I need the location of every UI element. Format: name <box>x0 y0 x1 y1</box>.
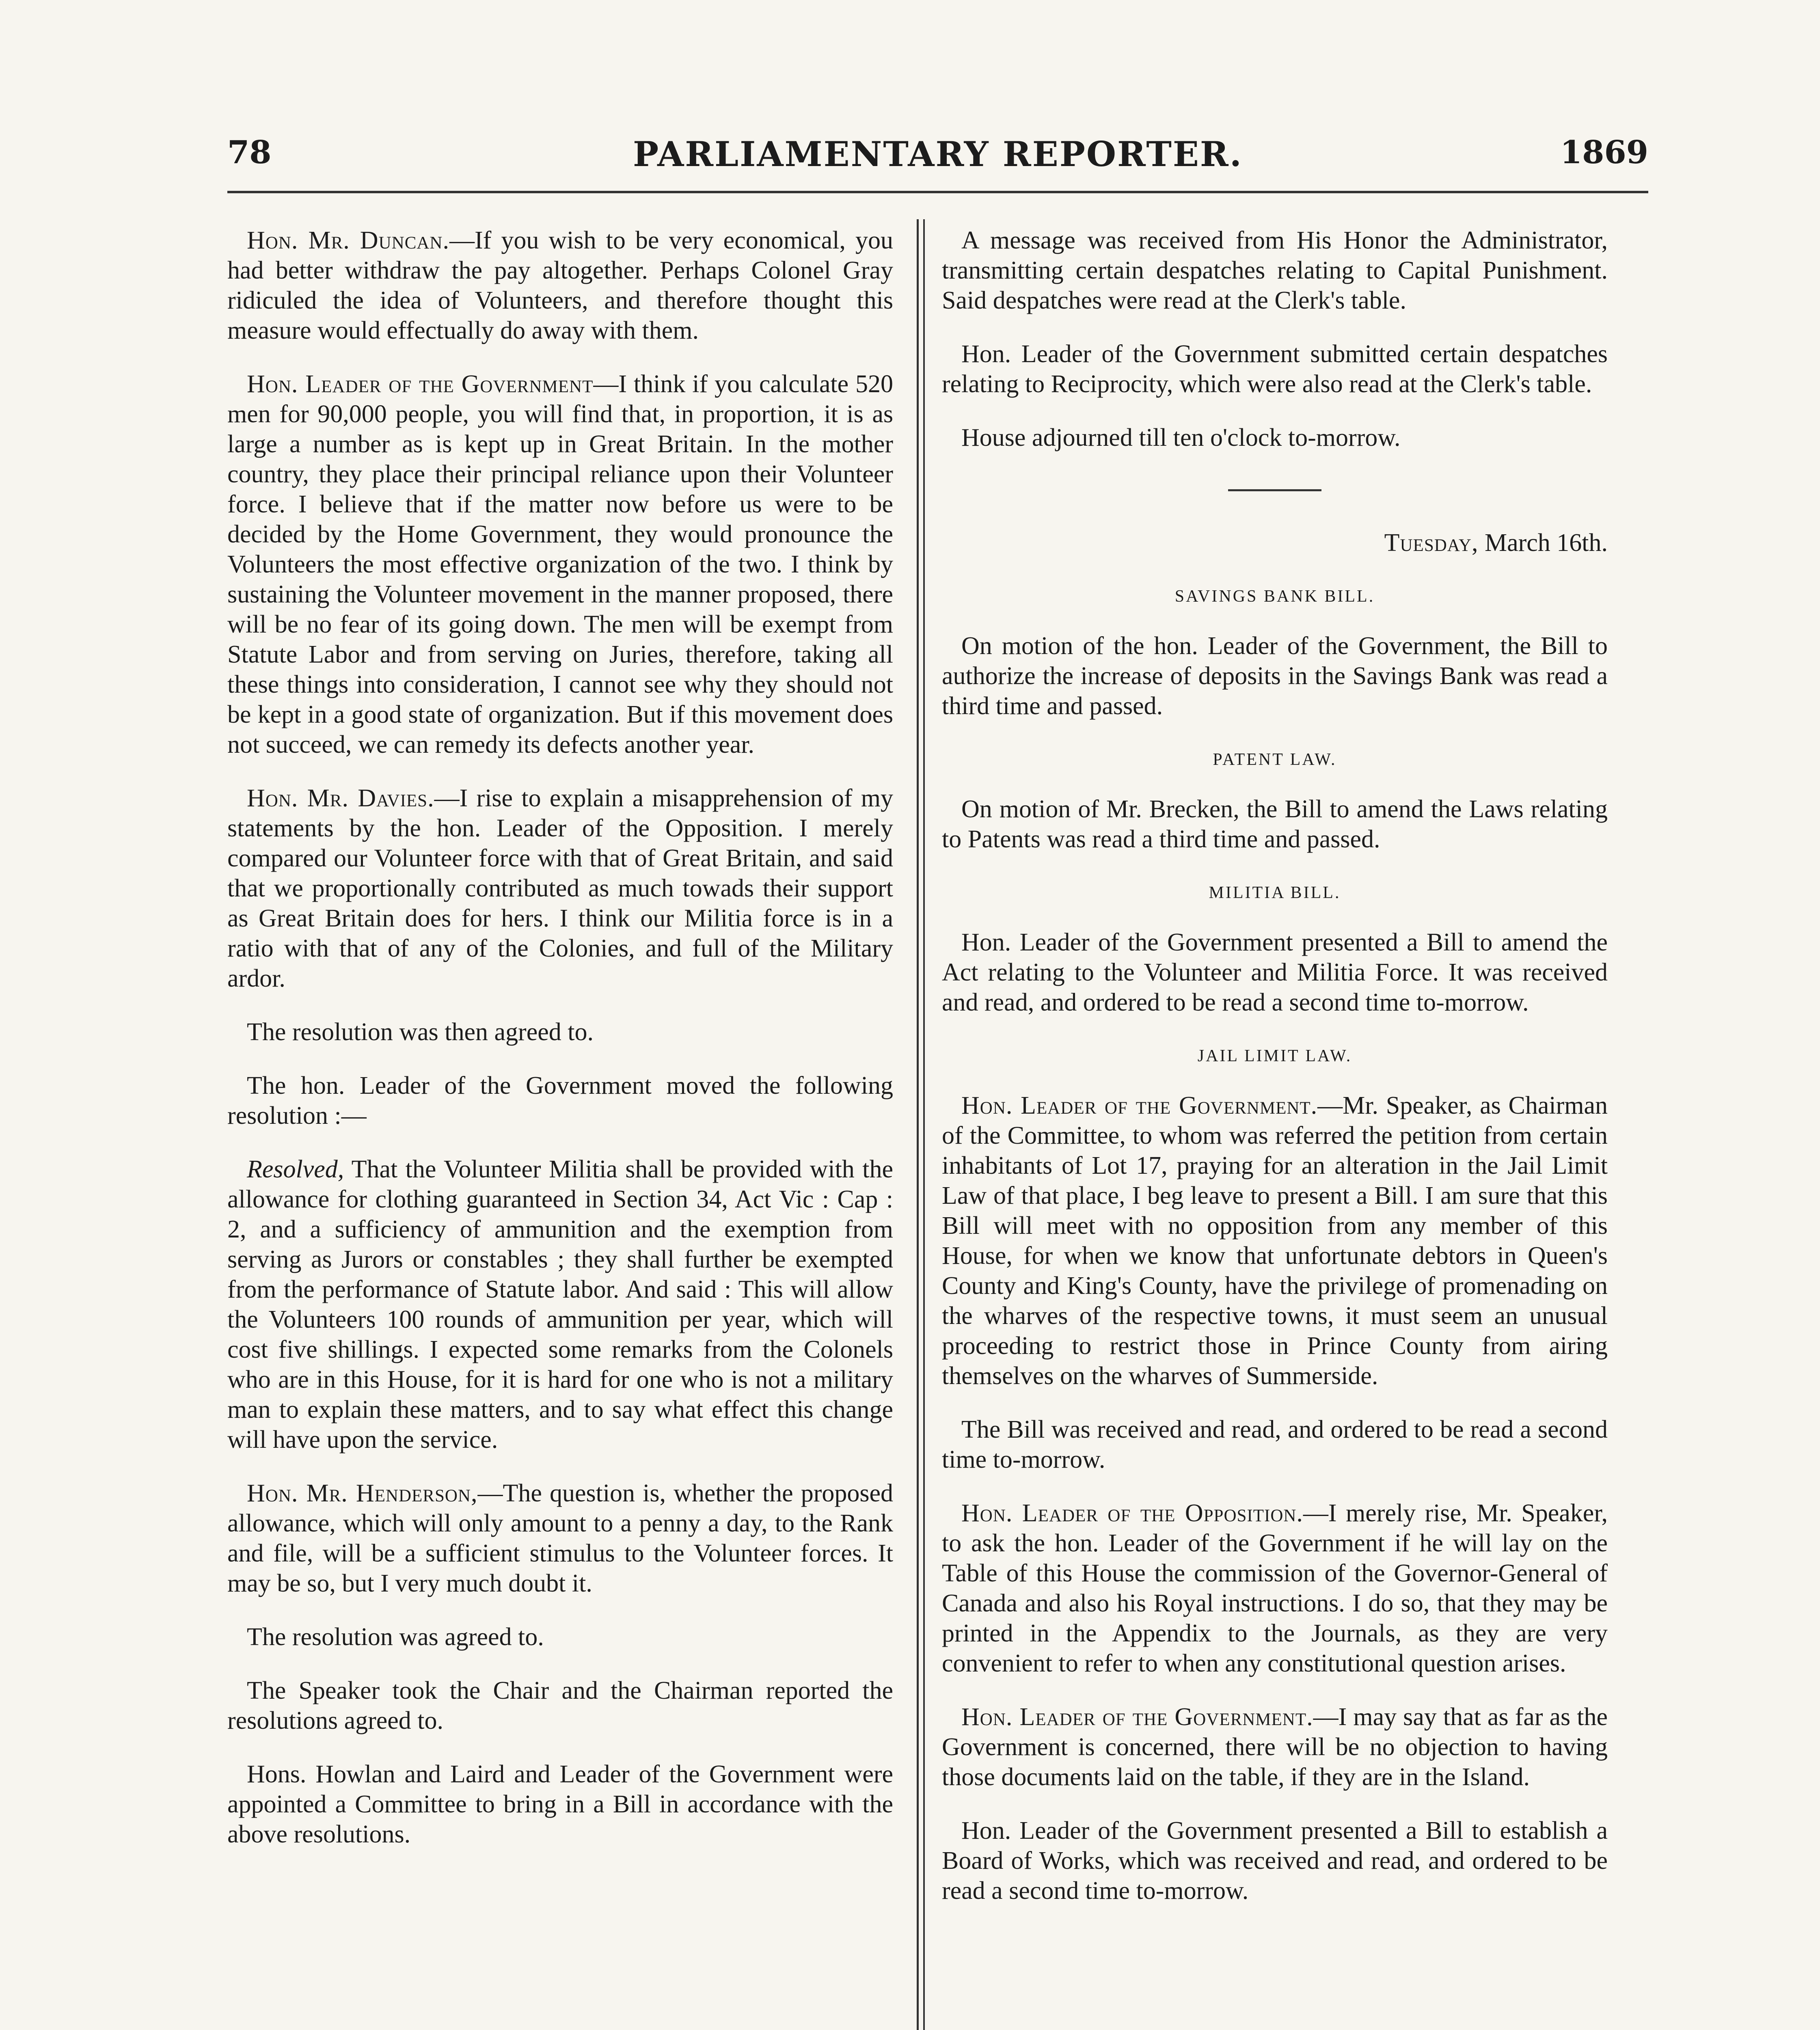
speaker: Hon. Mr. Duncan. <box>247 227 449 254</box>
paragraph: The Speaker took the Chair and the Chairman reported the resolutions agreed to. <box>227 1677 893 1734</box>
paragraph: House adjourned till ten o'clock to-morrow. <box>961 424 1401 451</box>
speaker: Hon. Leader of the Government. <box>961 1092 1318 1119</box>
column-divider-inner <box>923 219 925 2030</box>
speech: —I rise to explain a misapprehension of my statements by the hon. Leader of the Opposition. I merely compared our Volunteer force with that of Great Britain, and said that we proportionally contributed as much towads their support as Great Britain does for hers. I think our Militia force is in a ratio with that of any of the Colonies, and full of the Military ardor. <box>227 784 894 992</box>
paragraph: A message was received from His Honor the Administrator, transmitting certain despatches relating to Capital Punishment. Said despatches were read at the Clerk's table. <box>942 227 1608 314</box>
resolved-lead: Resolved, <box>247 1155 344 1183</box>
paragraph <box>942 1498 1608 1678</box>
paragraph <box>227 783 893 993</box>
right-column <box>942 225 1608 1929</box>
paragraph: On motion of Mr. Brecken, the Bill to amend the Laws relating to Patents was read a third time and passed. <box>942 795 1608 853</box>
speech: —The question is, whether the proposed allowance, which will only amount to a penny a day, to the Rank and file, will be a sufficient stimulus to the Volunteer forces. It may be so, but I very much doubt it. <box>227 1479 893 1597</box>
paragraph: Hon. Leader of the Government presented a Bill to establish a Board of Works, which was received and read, and ordered to be read a second time to-morrow. <box>942 1817 1608 1905</box>
speaker: Hon. Leader of the Government. <box>961 1703 1313 1731</box>
paragraph: Hon. Leader of the Government presented a Bill to amend the Act relating to the Volunteer and Militia Force. It was received and read, and ordered to be read a second time to-morrow. <box>942 929 1608 1016</box>
date-rest: March 16th. <box>1478 529 1608 557</box>
date-day: Tuesday, <box>1384 529 1479 557</box>
paragraph: Hons. Howlan and Laird and Leader of the Government were appointed a Committee to bring in a Bill in accordance with the above resolutions. <box>227 1760 893 1848</box>
column-divider <box>917 219 919 2030</box>
speech: —I may say that as far as the Government is concerned, there will be no objection to having those documents laid on the table, if they are in the Island. <box>942 1703 1608 1791</box>
speaker: Hon. Mr. Davies. <box>247 784 434 812</box>
paragraph: The resolution was then agreed to. <box>247 1018 594 1046</box>
left-column <box>227 225 893 1873</box>
speaker: Hon. Leader of the Opposition. <box>961 1499 1303 1527</box>
speech: —If you wish to be very economical, you had better withdraw the pay altogether. Perhaps Colonel Gray ridiculed the idea of Volunteers, and therefore thought this measure would effectually do away with them. <box>227 227 893 344</box>
subheading-jail-limit-law: JAIL LIMIT LAW. <box>1197 1047 1352 1065</box>
speaker: Hon. Mr. Henderson, <box>247 1479 478 1507</box>
speech: —Mr. Speaker, as Chairman of the Committee, to whom was referred the petition from certain inhabitants of Lot 17, praying for an alteration in the Jail Limit Law of that place, I beg leave to present a Bill. I am sure that this Bill will meet with no opposition from any member of this House, for when we know that unfortunate debtors in Queen's County and King's County, have the privilege of promenading on the wharves of the respective towns, it must seem an unusual proceeding to restrict those in Prince County from airing themselves on the wharves of Summerside. <box>942 1092 1608 1390</box>
page-number: 78 <box>227 134 272 171</box>
date-heading <box>942 528 1608 558</box>
subheading-savings-bank: SAVINGS BANK BILL. <box>1174 587 1375 606</box>
page-header <box>227 134 1648 195</box>
paragraph <box>227 1478 893 1598</box>
subheading-militia-bill: MILITIA BILL. <box>1209 883 1341 902</box>
paragraph: The hon. Leader of the Government moved the following resolution :— <box>227 1072 893 1129</box>
paragraph: Hon. Leader of the Government submitted certain despatches relating to Reciprocity, which were also read at the Clerk's table. <box>942 340 1608 398</box>
speaker: Hon. Leader of the Government <box>247 370 594 398</box>
paragraph <box>227 369 893 760</box>
page-title: PARLIAMENTARY REPORTER. <box>633 134 1243 174</box>
paragraph: The Bill was received and read, and ordered to be read a second time to-morrow. <box>942 1416 1608 1473</box>
paragraph <box>227 1154 893 1455</box>
subheading-patent-law: PATENT LAW. <box>1213 750 1337 769</box>
paragraph <box>942 1091 1608 1391</box>
paragraph: The resolution was agreed to. <box>247 1623 544 1651</box>
resolution-text: That the Volunteer Militia shall be provided with the allowance for clothing guaranteed in Section 34, Act Vic : Cap : 2, and a sufficiency of ammunition and the exemption from serving as Jurors or constables ; they shall further be exempted from the performance of Statute labor. And said : This will allow the Volunteers 100 rounds of ammunition per year, which will cost five shillings. I expected some remarks from the Colonels who are in this House, for it is hard for one who is not a military man to explain these matters, and to say what effect this change will have upon the service. <box>227 1155 893 1453</box>
paragraph <box>942 1702 1608 1792</box>
paragraph: On motion of the hon. Leader of the Government, the Bill to authorize the increase of deposits in the Savings Bank was read a third time and passed. <box>942 632 1608 720</box>
year: 1869 <box>1560 134 1648 171</box>
speech: —I merely rise, Mr. Speaker, to ask the hon. Leader of the Government if he will lay on the Table of this House the commission of the Governor-General of Canada and also his Royal instructions. I do so, that they may be printed in the Appendix to the Journals, as they are very convenient to refer to when any constitutional question arises. <box>942 1499 1608 1677</box>
speech: —I think if you calculate 520 men for 90,000 people, you will find that, in proportion, it is as large a number as is kept up in Great Britain. In the mother country, they place their principal reliance upon their Volunteer force. I believe that if the matter now before us were to be decided by the Home Government, they would pronounce the Volunteers the most effective organization of the two. I think by sustaining the Volunteer movement in the manner proposed, there will be no fear of its going down. The men will be exempt from Statute Labor and from serving on Juries, therefore, taking all these things into consideration, I cannot see why they should not be kept in a good state of organization. But if this movement does not succeed, we can remedy its defects another year. <box>227 370 893 758</box>
section-divider <box>1228 489 1321 491</box>
header-rule <box>227 191 1648 193</box>
paragraph <box>227 225 893 346</box>
